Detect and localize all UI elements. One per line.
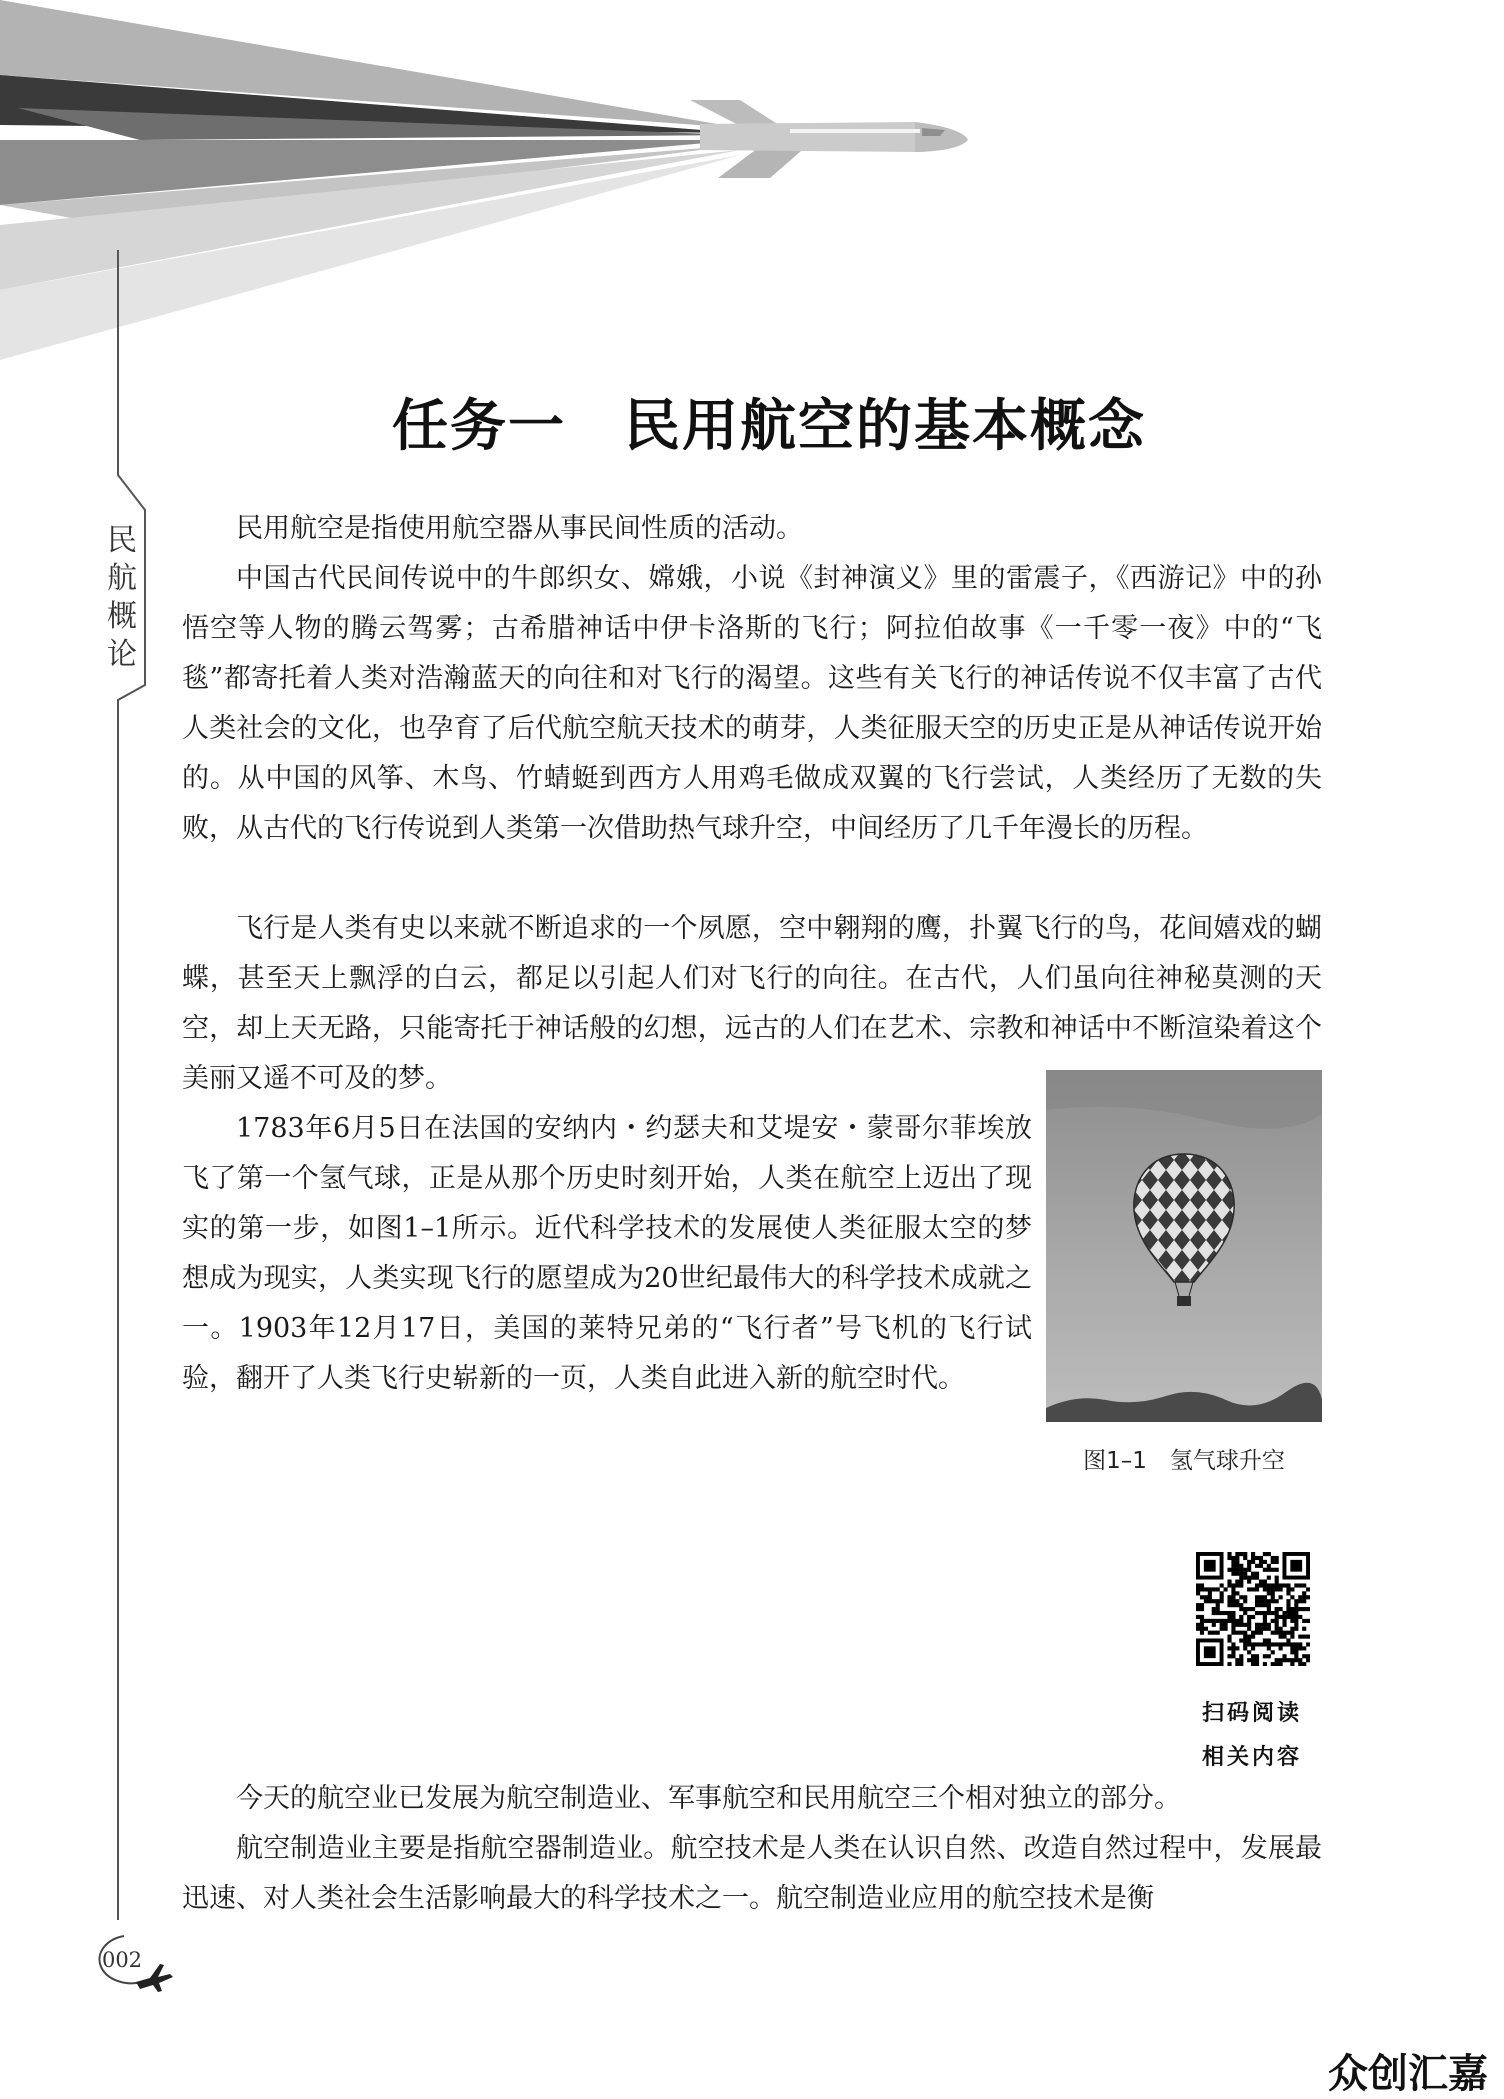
small-airplane-icon (134, 1960, 174, 1994)
page-number: 002 (101, 1948, 143, 1972)
paragraph-4: 1783年6月5日在法国的安纳内・约瑟夫和艾堤安・蒙哥尔菲埃放飞了第一个氢气球，正是从那个历史时刻开始，人类在航空上迈出了现实的第一步，如图1–1所示。近代科学技术的发展使人类征服太空的梦想成为现实，人类实现飞行的愿望成为20世纪最伟大的科学技术成就之一。1903年12月17日，美国的莱特兄弟的“飞行者”号飞机的飞行试验，翻开了人类飞行史崭新的一页，人类自此进入新的航空时代。 (182, 1113, 1032, 1394)
page-title: 任务一 民用航空的基本概念 (392, 394, 1146, 459)
paragraph-6: 航空制造业主要是指航空器制造业。航空技术是人类在认识自然、改造自然过程中，发展最迅速、对人类社会生活影响最大的科学技术之一。航空制造业应用的航空技术是衡 (182, 1833, 1322, 1914)
margin-rule (0, 0, 160, 2094)
hot-air-balloon-photo (1046, 1070, 1322, 1422)
paragraph-3: 飞行是人类有史以来就不断追求的一个夙愿，空中翱翔的鹰，扑翼飞行的鸟，花间嬉戏的蝴蝶，甚至天上飘浮的白云，都足以引起人们对飞行的向往。在古代，人们虽向往神秘莫测的天空，却上天无路，只能寄托于神话般的幻想，远古的人们在艺术、宗教和神话中不断渲染着这个美丽又遥不可及的梦。 (182, 913, 1322, 1094)
airplane-icon (690, 100, 968, 178)
paragraph-2: 中国古代民间传说中的牛郎织女、嫦娥，小说《封神演义》里的雷震子，《西游记》中的孙悟空等人物的腾云驾雾；古希腊神话中伊卡洛斯的飞行；阿拉伯故事《一千零一夜》中的“飞毯”都寄托着人类对浩瀚蓝天的向往和对飞行的渴望。这些有关飞行的神话传说不仅丰富了古代人类社会的文化，也孕育了后代航空航天技术的萌芽，人类征服天空的历史正是从神话传说开始的。从中国的风筝、木鸟、竹蜻蜓到西方人用鸡毛做成双翼的飞行尝试，人类经历了无数的失败，从古代的飞行传说到人类第一次借助热气球升空，中间经历了几千年漫长的历程。 (182, 563, 1322, 844)
figure-caption: 图1–1 氢气球升空 (1083, 1448, 1285, 1474)
qr-label-line1: 扫码阅读 (1201, 1701, 1302, 1726)
paragraph-5: 今天的航空业已发展为航空制造业、军事航空和民用航空三个相对独立的部分。 (236, 1783, 1181, 1814)
paragraph-1: 民用航空是指使用航空器从事民间性质的活动。 (236, 513, 803, 544)
qr-label-line2: 相关内容 (1201, 1745, 1302, 1770)
watermark: 众创汇嘉 (1328, 2051, 1488, 2097)
qr-code[interactable] (1196, 1552, 1310, 1666)
side-chapter-title: 民航概论 (107, 523, 137, 672)
